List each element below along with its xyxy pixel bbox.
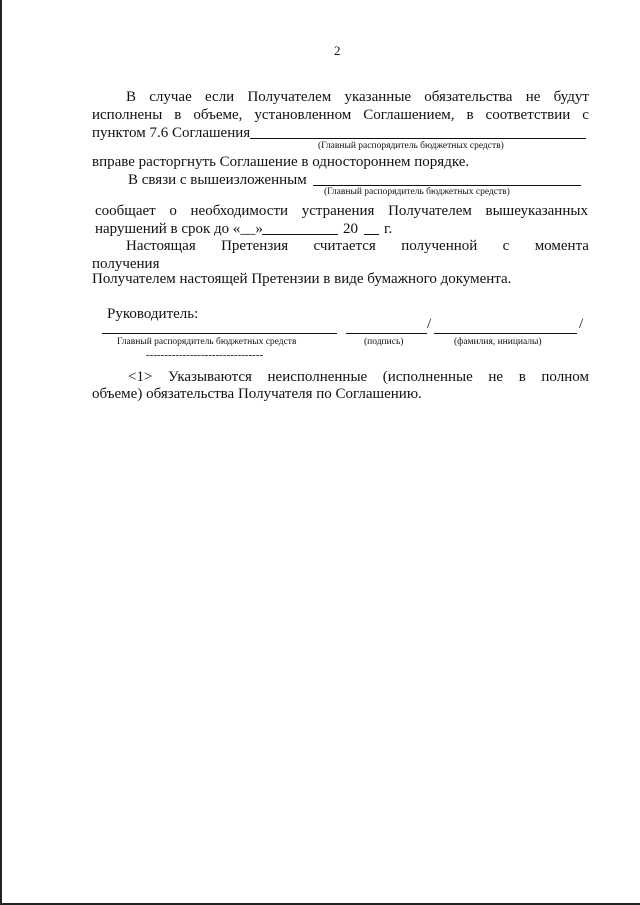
caption-gr-1: (Главный распорядитель бюджетных средств) — [318, 141, 504, 151]
p1-line2 — [92, 107, 589, 124]
word: не — [525, 89, 541, 105]
word: Указываются — [168, 369, 252, 385]
word: Получателем — [388, 203, 472, 219]
page-number: 2 — [334, 43, 341, 58]
word: Соглашением, — [363, 107, 455, 123]
p3-line1 — [126, 238, 589, 255]
p2-year-suffix: г. — [384, 221, 393, 237]
fill-line-year — [364, 234, 379, 235]
word: о — [169, 203, 177, 219]
p3-line2: получения — [92, 256, 160, 272]
page-edge-left — [0, 0, 2, 905]
word: в — [518, 369, 526, 385]
p3-line3: Получателем настоящей Претензии в виде бумажного документа. — [92, 271, 512, 287]
p2-line3-prefix: нарушений в срок до «__» — [95, 221, 263, 237]
word: Получателем — [247, 89, 332, 105]
sign-slash-2: / — [579, 316, 584, 332]
word: момента — [534, 238, 589, 254]
sign-slash-1: / — [427, 316, 432, 332]
word: будут — [553, 89, 589, 105]
word: <1> — [128, 369, 153, 385]
word: устранения — [301, 203, 375, 219]
fill-line-month — [262, 234, 338, 235]
word: в — [466, 107, 474, 123]
fill-line-gr-1 — [250, 138, 586, 139]
word: в — [174, 107, 182, 123]
footnote-line1 — [128, 369, 589, 386]
word: не — [488, 369, 504, 385]
word: случае — [149, 89, 192, 105]
p2-year-prefix: 20 — [343, 221, 358, 237]
p1-line3: пунктом 7.6 Соглашения — [92, 125, 251, 141]
word: обязательства — [424, 89, 513, 105]
word: объеме, — [193, 107, 243, 123]
word: считается — [313, 238, 376, 254]
word: неисполненные — [267, 369, 368, 385]
sign-line-signature — [346, 333, 427, 334]
word: Претензия — [221, 238, 289, 254]
caption-name: (фамилия, инициалы) — [454, 337, 542, 347]
word: полном — [541, 369, 589, 385]
word: сообщает — [95, 203, 156, 219]
p2-line1: В связи с вышеизложенным — [128, 172, 307, 188]
sign-line-org — [102, 333, 337, 334]
word: полученной — [401, 238, 478, 254]
word: установленном — [254, 107, 352, 123]
footnote-separator: -------------------------------- — [146, 349, 264, 361]
footnote-line2: объеме) обязательства Получателя по Соглашению. — [92, 386, 422, 402]
word: соответствии — [485, 107, 571, 123]
word: В — [126, 89, 137, 105]
p1-line4: вправе расторгнуть Соглашение в одностороннем порядке. — [92, 154, 470, 170]
p2-line2 — [95, 203, 588, 220]
word: с — [582, 107, 589, 123]
word: исполнены — [92, 107, 163, 123]
sign-line-name — [434, 333, 577, 334]
word: Настоящая — [126, 238, 196, 254]
word: если — [205, 89, 235, 105]
caption-gr-2: (Главный распорядитель бюджетных средств) — [324, 187, 510, 197]
fill-line-gr-2 — [313, 185, 581, 186]
word: с — [502, 238, 510, 254]
p1-line1 — [126, 89, 589, 106]
caption-org: Главный распорядитель бюджетных средств — [117, 337, 297, 347]
word: указанные — [344, 89, 412, 105]
word: (исполненные — [382, 369, 473, 385]
signature-label: Руководитель: — [107, 306, 199, 322]
word: необходимости — [190, 203, 289, 219]
word: вышеуказанных — [485, 203, 588, 219]
caption-signature: (подпись) — [364, 337, 404, 347]
